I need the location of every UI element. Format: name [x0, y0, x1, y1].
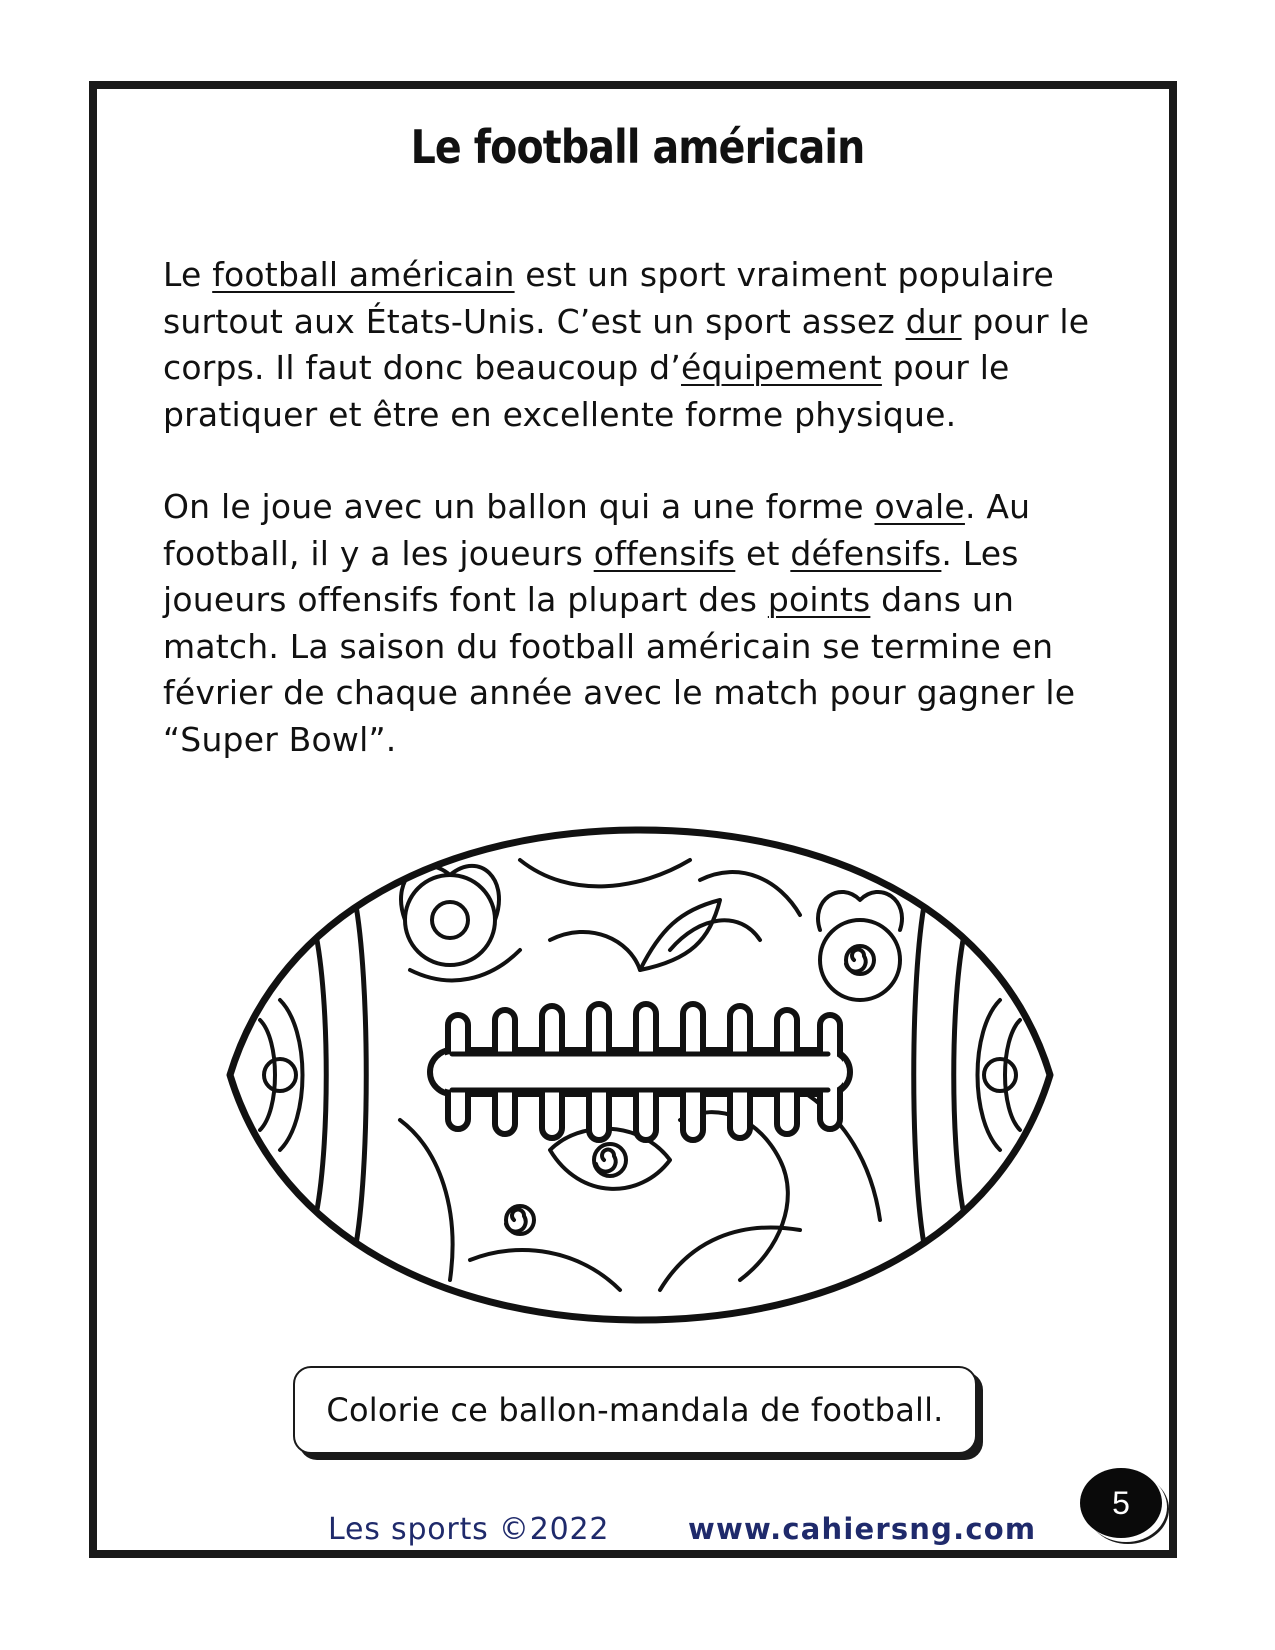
instruction-box: [293, 1366, 977, 1454]
text-span: . Au football, il y a les joueurs: [163, 487, 1031, 573]
vocab-word: dur: [905, 301, 962, 341]
text-span: et: [735, 533, 791, 573]
page-number: 5: [1112, 1484, 1130, 1521]
instruction-text: Colorie ce ballon-mandala de football.: [326, 1391, 944, 1429]
details-paragraph: [163, 484, 1123, 763]
page-title: Le football américain: [410, 120, 865, 174]
page-number-badge: [1080, 1468, 1162, 1538]
text-span: pour le pratiquer et être en excellente forme physique.: [163, 348, 1010, 434]
vocab-word: défensifs: [790, 533, 942, 573]
text-span: dans un match. La saison du football américain se termine en février de chaque année avec le match pour gagner le “Super Bowl”.: [163, 580, 1076, 759]
vocab-word: ovale: [874, 487, 965, 526]
footer-copyright: Les sports ©2022: [328, 1512, 610, 1547]
football-mandala-icon: [220, 820, 1060, 1330]
text-span: Le: [163, 255, 213, 294]
text-span: est un sport vraiment populaire surtout aux États-Unis. C’est un sport assez: [163, 255, 1055, 341]
vocab-word: offensifs: [593, 533, 736, 573]
footer-website-link[interactable]: www.cahiersng.com: [688, 1512, 1037, 1546]
vocab-word: équipement: [681, 348, 882, 387]
vocab-word: football américain: [212, 255, 515, 294]
text-span: . Les joueurs offensifs font la plupart des: [163, 533, 1019, 619]
text-span: On le joue avec un ballon qui a une forme: [163, 487, 875, 526]
intro-paragraph: [163, 252, 1123, 438]
vocab-word: points: [767, 580, 871, 619]
text-span: pour le corps. Il faut donc beaucoup d’: [163, 301, 1090, 387]
